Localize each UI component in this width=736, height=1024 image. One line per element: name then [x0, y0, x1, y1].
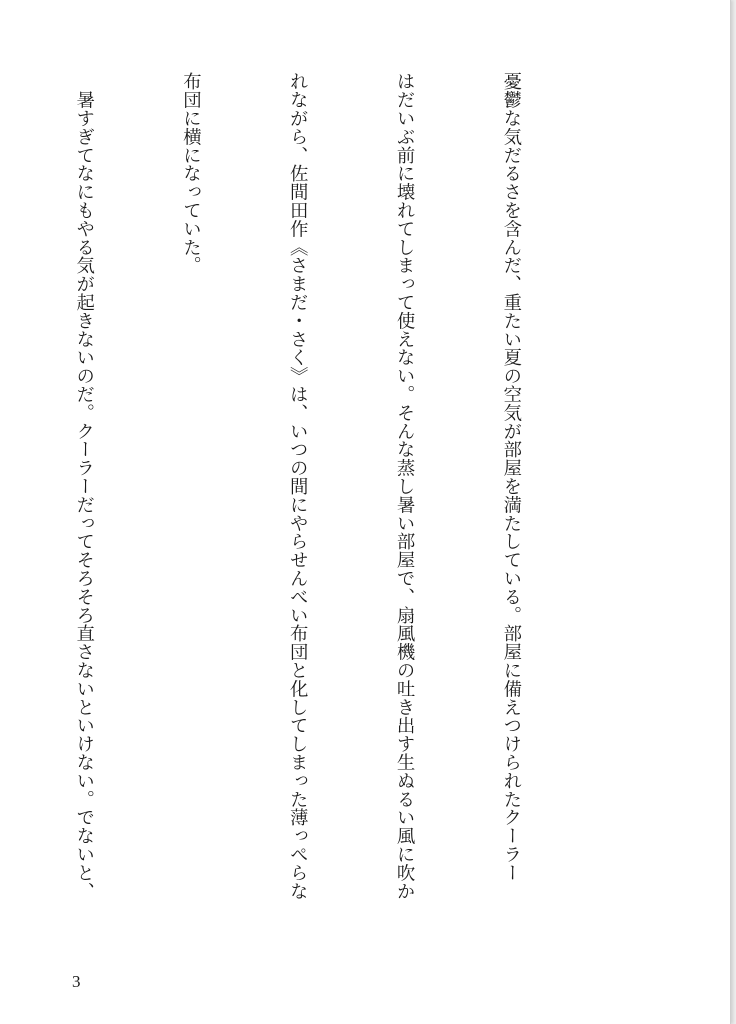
text-line: 布団に横になっていた。 [180, 72, 202, 275]
text-line: れながら、佐間田作《さまだ・さく》は、いつの間にやらせんべい布団と化してしまった薄っぺらな [287, 72, 309, 900]
page-number: 3 [72, 972, 81, 991]
vertical-text-body [73, 72, 600, 944]
text-line: 暑すぎてなにもやる気が起きないのだ。クーラーだってそろそろ直さないといけない。でないと、 [73, 72, 95, 900]
text-line: はだいぶ前に壊れてしまって使えない。そんな蒸し暑い部屋で、扇風機の吐き出す生ぬるい風に吹か [394, 72, 416, 900]
text-line: 憂鬱な気だるさを含んだ、重たい夏の空気が部屋を満たしている。部屋に備えつけられたクーラー [500, 72, 522, 882]
